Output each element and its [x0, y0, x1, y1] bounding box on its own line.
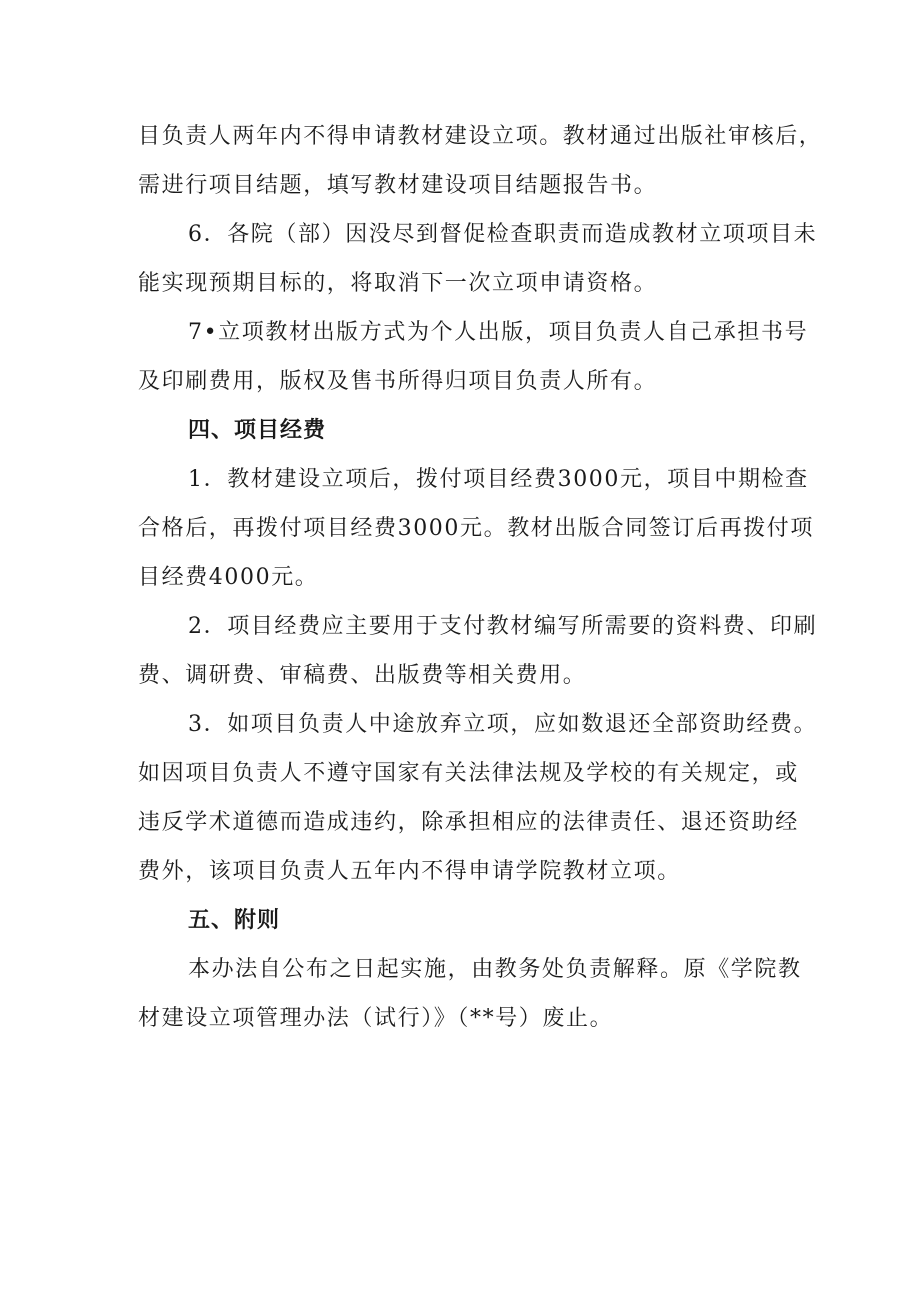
- text-line: 7•立项教材出版方式为个人出版，项目负责人自己承担书号: [188, 320, 809, 345]
- text-line: 材建设立项管理办法（试行）》（**号）废止。: [138, 1006, 614, 1031]
- section-heading: 五、附则: [188, 908, 281, 933]
- text-line: 及印刷费用，版权及售书所得归项目负责人所有。: [138, 369, 658, 394]
- text-line: 违反学术道德而造成违约，除承担相应的法律责任、退还资助经: [138, 810, 799, 835]
- text-line: 6．各院（部）因没尽到督促检查职责而造成教材立项项目未: [188, 222, 818, 247]
- text-line: 本办法自公布之日起实施，由教务处负责解释。原《学院教: [188, 957, 802, 982]
- text-line: 目经费4000元。: [138, 565, 319, 590]
- text-line: 3．如项目负责人中途放弃立项，应如数退还全部资助经费。: [188, 712, 818, 737]
- text-line: 需进行项目结题，填写教材建设项目结题报告书。: [138, 173, 658, 198]
- text-line: 目负责人两年内不得申请教材建设立项。教材通过出版社审核后，: [138, 124, 823, 149]
- text-line: 费、调研费、审稿费、出版费等相关费用。: [138, 663, 587, 688]
- document-page: [138, 112, 823, 1043]
- section-heading: 四、项目经费: [188, 418, 327, 443]
- text-line: 如因项目负责人不遵守国家有关法律法规及学校的有关规定，或: [138, 761, 799, 786]
- text-line: 合格后，再拨付项目经费3000元。教材出版合同签订后再拨付项: [138, 516, 814, 541]
- text-line: 能实现预期目标的，将取消下一次立项申请资格。: [138, 271, 658, 296]
- text-line: 2．项目经费应主要用于支付教材编写所需要的资料费、印刷: [188, 614, 818, 639]
- text-line: 费外，该项目负责人五年内不得申请学院教材立项。: [138, 859, 681, 884]
- text-line: 1．教材建设立项后，拨付项目经费3000元，项目中期检查: [188, 467, 809, 492]
